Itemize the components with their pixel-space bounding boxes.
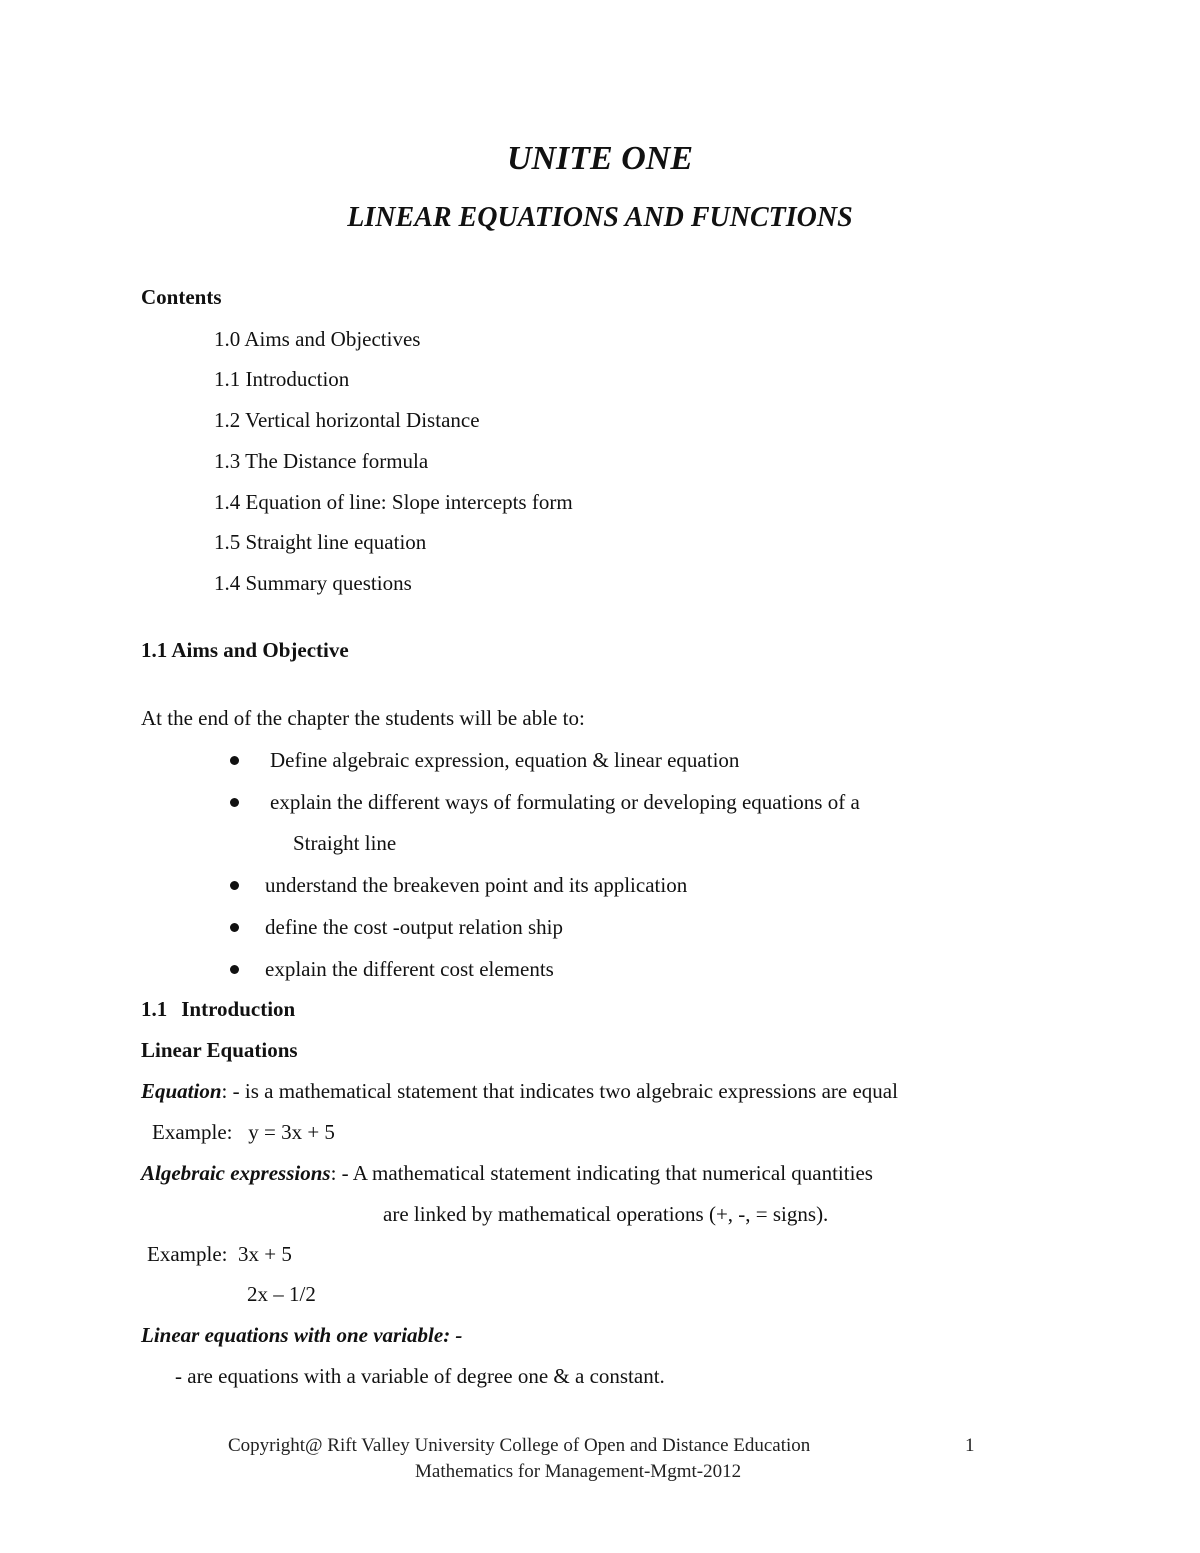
aims-intro: At the end of the chapter the students will be able to: xyxy=(141,706,585,730)
toc-item: 1.0 Aims and Objectives xyxy=(214,327,421,351)
unit-subtitle: LINEAR EQUATIONS AND FUNCTIONS xyxy=(347,202,853,233)
equation-term: Equation xyxy=(141,1079,222,1103)
introduction-heading-text: Introduction xyxy=(181,997,296,1021)
list-item: Define algebraic expression, equation & linear equation xyxy=(270,748,740,772)
toc-item: 1.4 Equation of line: Slope intercepts form xyxy=(214,490,573,514)
toc-item: 1.4 Summary questions xyxy=(214,571,412,595)
toc-item: 1.2 Vertical horizontal Distance xyxy=(214,408,480,432)
list-item: understand the breakeven point and its application xyxy=(265,873,688,897)
equation-example: Example: y = 3x + 5 xyxy=(152,1120,335,1144)
unit-title: UNITE ONE xyxy=(506,140,694,177)
algebraic-def-continuation: are linked by mathematical operations (+, -, = signs). xyxy=(383,1202,829,1226)
algebraic-example-1: Example: 3x + 5 xyxy=(147,1242,292,1266)
contents-heading: Contents xyxy=(141,285,222,309)
bullet-icon xyxy=(230,881,239,890)
algebraic-term: Algebraic expressions xyxy=(141,1161,331,1185)
introduction-heading-number: 1.1 xyxy=(141,997,168,1021)
footer-course: Mathematics for Management-Mgmt-2012 xyxy=(415,1461,742,1482)
linear-one-variable-term: Linear equations with one variable: - xyxy=(141,1323,463,1347)
aims-heading: 1.1 Aims and Objective xyxy=(141,638,349,662)
bullet-icon xyxy=(230,965,239,974)
linear-one-variable-def: - are equations with a variable of degree one & a constant. xyxy=(175,1364,665,1388)
equation-definition xyxy=(141,1079,898,1104)
algebraic-example-2: 2x – 1/2 xyxy=(247,1282,316,1306)
list-item: explain the different ways of formulating or developing equations of a xyxy=(270,790,860,814)
equation-def-text: : - is a mathematical statement that indicates two algebraic expressions are equal xyxy=(221,1079,898,1103)
algebraic-def-text: : - A mathematical statement indicating that numerical quantities xyxy=(330,1161,873,1185)
toc-item: 1.3 The Distance formula xyxy=(214,449,429,473)
algebraic-expression-definition xyxy=(141,1161,873,1186)
bullet-icon xyxy=(230,798,239,807)
footer-copyright: Copyright@ Rift Valley University College of Open and Distance Education xyxy=(228,1435,811,1456)
page-number: 1 xyxy=(965,1435,975,1456)
toc-item: 1.1 Introduction xyxy=(214,367,350,391)
list-item-continuation: Straight line xyxy=(293,831,397,855)
list-item: explain the different cost elements xyxy=(265,957,554,981)
linear-equations-subheading: Linear Equations xyxy=(141,1038,298,1062)
introduction-heading xyxy=(141,997,295,1022)
list-item: define the cost -output relation ship xyxy=(265,915,564,939)
bullet-icon xyxy=(230,923,239,932)
bullet-icon xyxy=(230,756,239,765)
toc-item: 1.5 Straight line equation xyxy=(214,530,427,554)
